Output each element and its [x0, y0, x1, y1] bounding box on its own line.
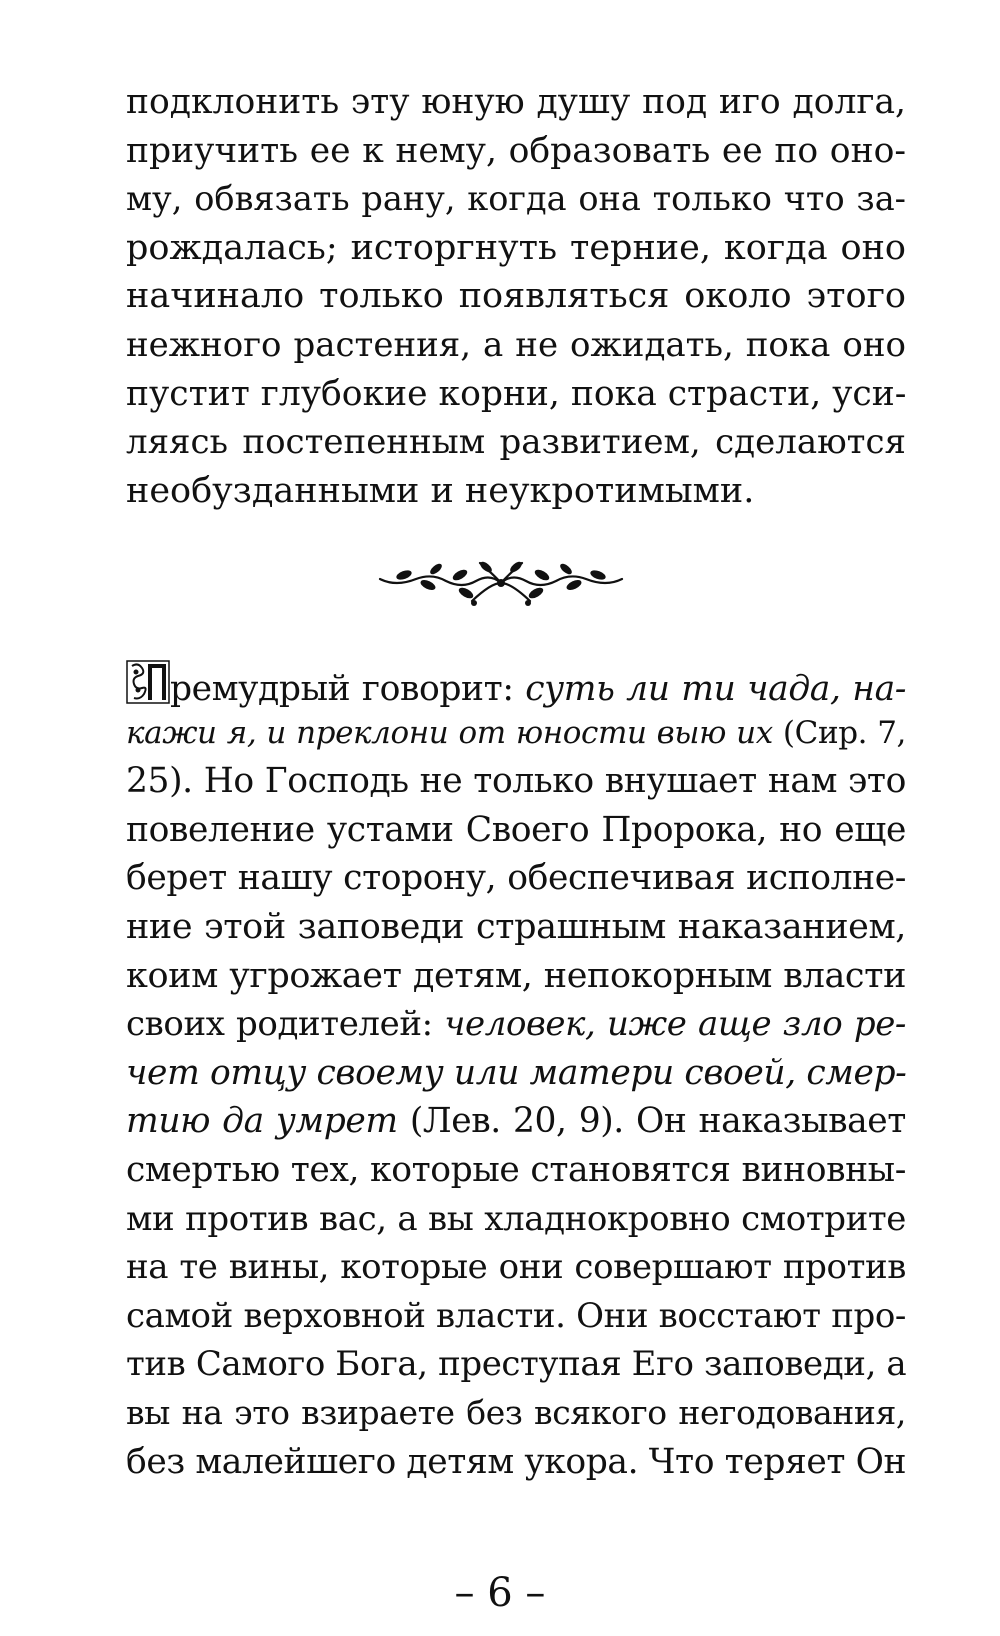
scripture-quote: человек, иже аще зло ре- [444, 1004, 907, 1045]
text-line: ние этой заповеди страшным наказанием, [126, 906, 906, 947]
text-line: ляясь постепенным развитием, сделаются [126, 422, 906, 463]
ornate-initial-icon [126, 660, 170, 704]
text-line: му, обвязать рану, когда она только что за- [126, 179, 906, 219]
text-line [126, 1000, 906, 1049]
text-line [126, 660, 906, 709]
text-line: повеление устами Своего Пророка, но еще [126, 809, 906, 850]
text-line: 25). Но Господь не только внушает нам это [126, 761, 906, 802]
floral-vignette-icon [376, 553, 626, 611]
text-line: берет нашу сторону, обеспечивая исполне- [126, 858, 906, 899]
text-line: нежного растения, а не ожидать, пока оно [126, 324, 906, 365]
scripture-quote: тию да умрет [126, 1101, 398, 1142]
text-line: ми против вас, а вы хладнокровно смотрите [126, 1198, 906, 1239]
text-line [126, 1097, 906, 1146]
paragraph-2 [126, 660, 906, 1486]
text-line: тив Самого Бога, преступая Его заповеди, а [126, 1344, 907, 1385]
paragraph-1 [126, 78, 906, 515]
text-line [126, 709, 906, 758]
text-line: приучить ее к нему, образовать ее по оно- [126, 130, 906, 171]
text-line: пустит глубокие корни, пока страсти, уси- [126, 373, 907, 414]
scripture-quote: чет отцу своему или матери своей, смер- [126, 1052, 907, 1093]
scripture-quote: суть ли ти чада, на- [525, 669, 906, 709]
page-body [126, 78, 907, 1482]
text-line: рождалась; исторгнуть терние, когда оно [126, 227, 906, 268]
citation: (Сир. 7, [772, 714, 906, 751]
text-line [126, 1049, 906, 1098]
text-line: без малейшего детям укора. Что теряет Он [126, 1441, 907, 1482]
text-line: вы на это взираете без всякого негодования, [126, 1392, 906, 1432]
text-line: самой верховной власти. Они восстают про- [126, 1295, 906, 1336]
text-line: начинало только появляться около этого [126, 276, 906, 317]
text-line: подклонить эту юную душу под иго долга, [126, 82, 906, 122]
text-segment: своих родителей: [126, 1004, 445, 1045]
text-line: необузданными и неукротимыми. [126, 470, 755, 511]
text-line: на те вины, которые они совершают против [126, 1247, 906, 1288]
scripture-quote: кажи я, и преклони от юности выю их [126, 714, 773, 751]
page-number: – 6 – [454, 1570, 546, 1616]
text-line: смертью тех, которые становятся виновны- [126, 1149, 906, 1190]
text-segment: ремудрый говорит: [170, 669, 526, 709]
text-line: коим угрожает детям, непокорным власти [126, 955, 906, 996]
citation: (Лев. 20, 9). Он наказывает [397, 1101, 906, 1142]
